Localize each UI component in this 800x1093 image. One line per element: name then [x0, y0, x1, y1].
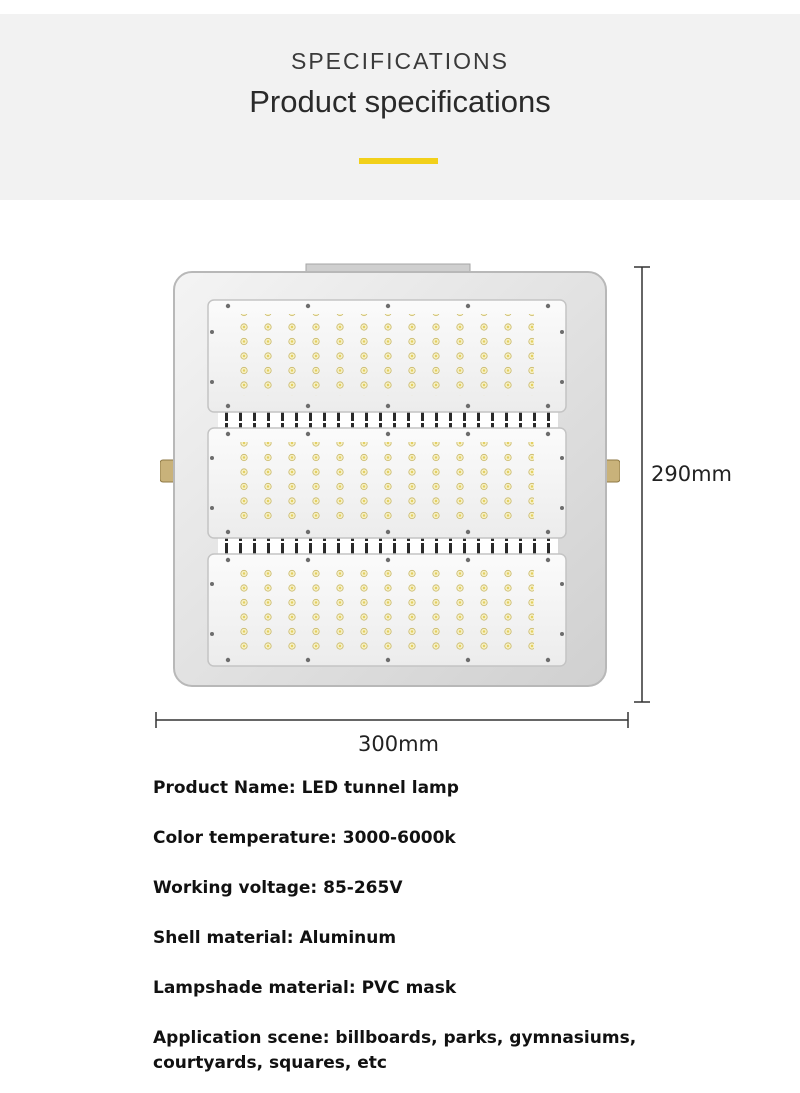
title-accent-bar — [359, 158, 438, 164]
spec-color-temperature: Color temperature: 3000-6000k — [153, 828, 456, 848]
spec-working-voltage: Working voltage: 85-265V — [153, 878, 403, 898]
spec-product-name: Product Name: LED tunnel lamp — [153, 778, 459, 798]
section-title-en: SPECIFICATIONS — [291, 48, 509, 74]
height-dimension-label: 290mm — [651, 462, 732, 486]
width-dimension-line — [155, 712, 629, 728]
width-dimension-label: 300mm — [358, 732, 439, 756]
spec-application-scene: Application scene: billboards, parks, gymnasiums, courtyards, squares, etc — [153, 1028, 637, 1073]
spec-lampshade-material: Lampshade material: PVC mask — [153, 978, 457, 998]
height-dimension-line — [634, 266, 650, 703]
spec-list — [153, 776, 713, 1076]
led-tunnel-lamp-illustration — [160, 262, 620, 692]
spec-shell-material: Shell material: Aluminum — [153, 928, 397, 948]
page-title: Product specifications — [249, 84, 551, 119]
